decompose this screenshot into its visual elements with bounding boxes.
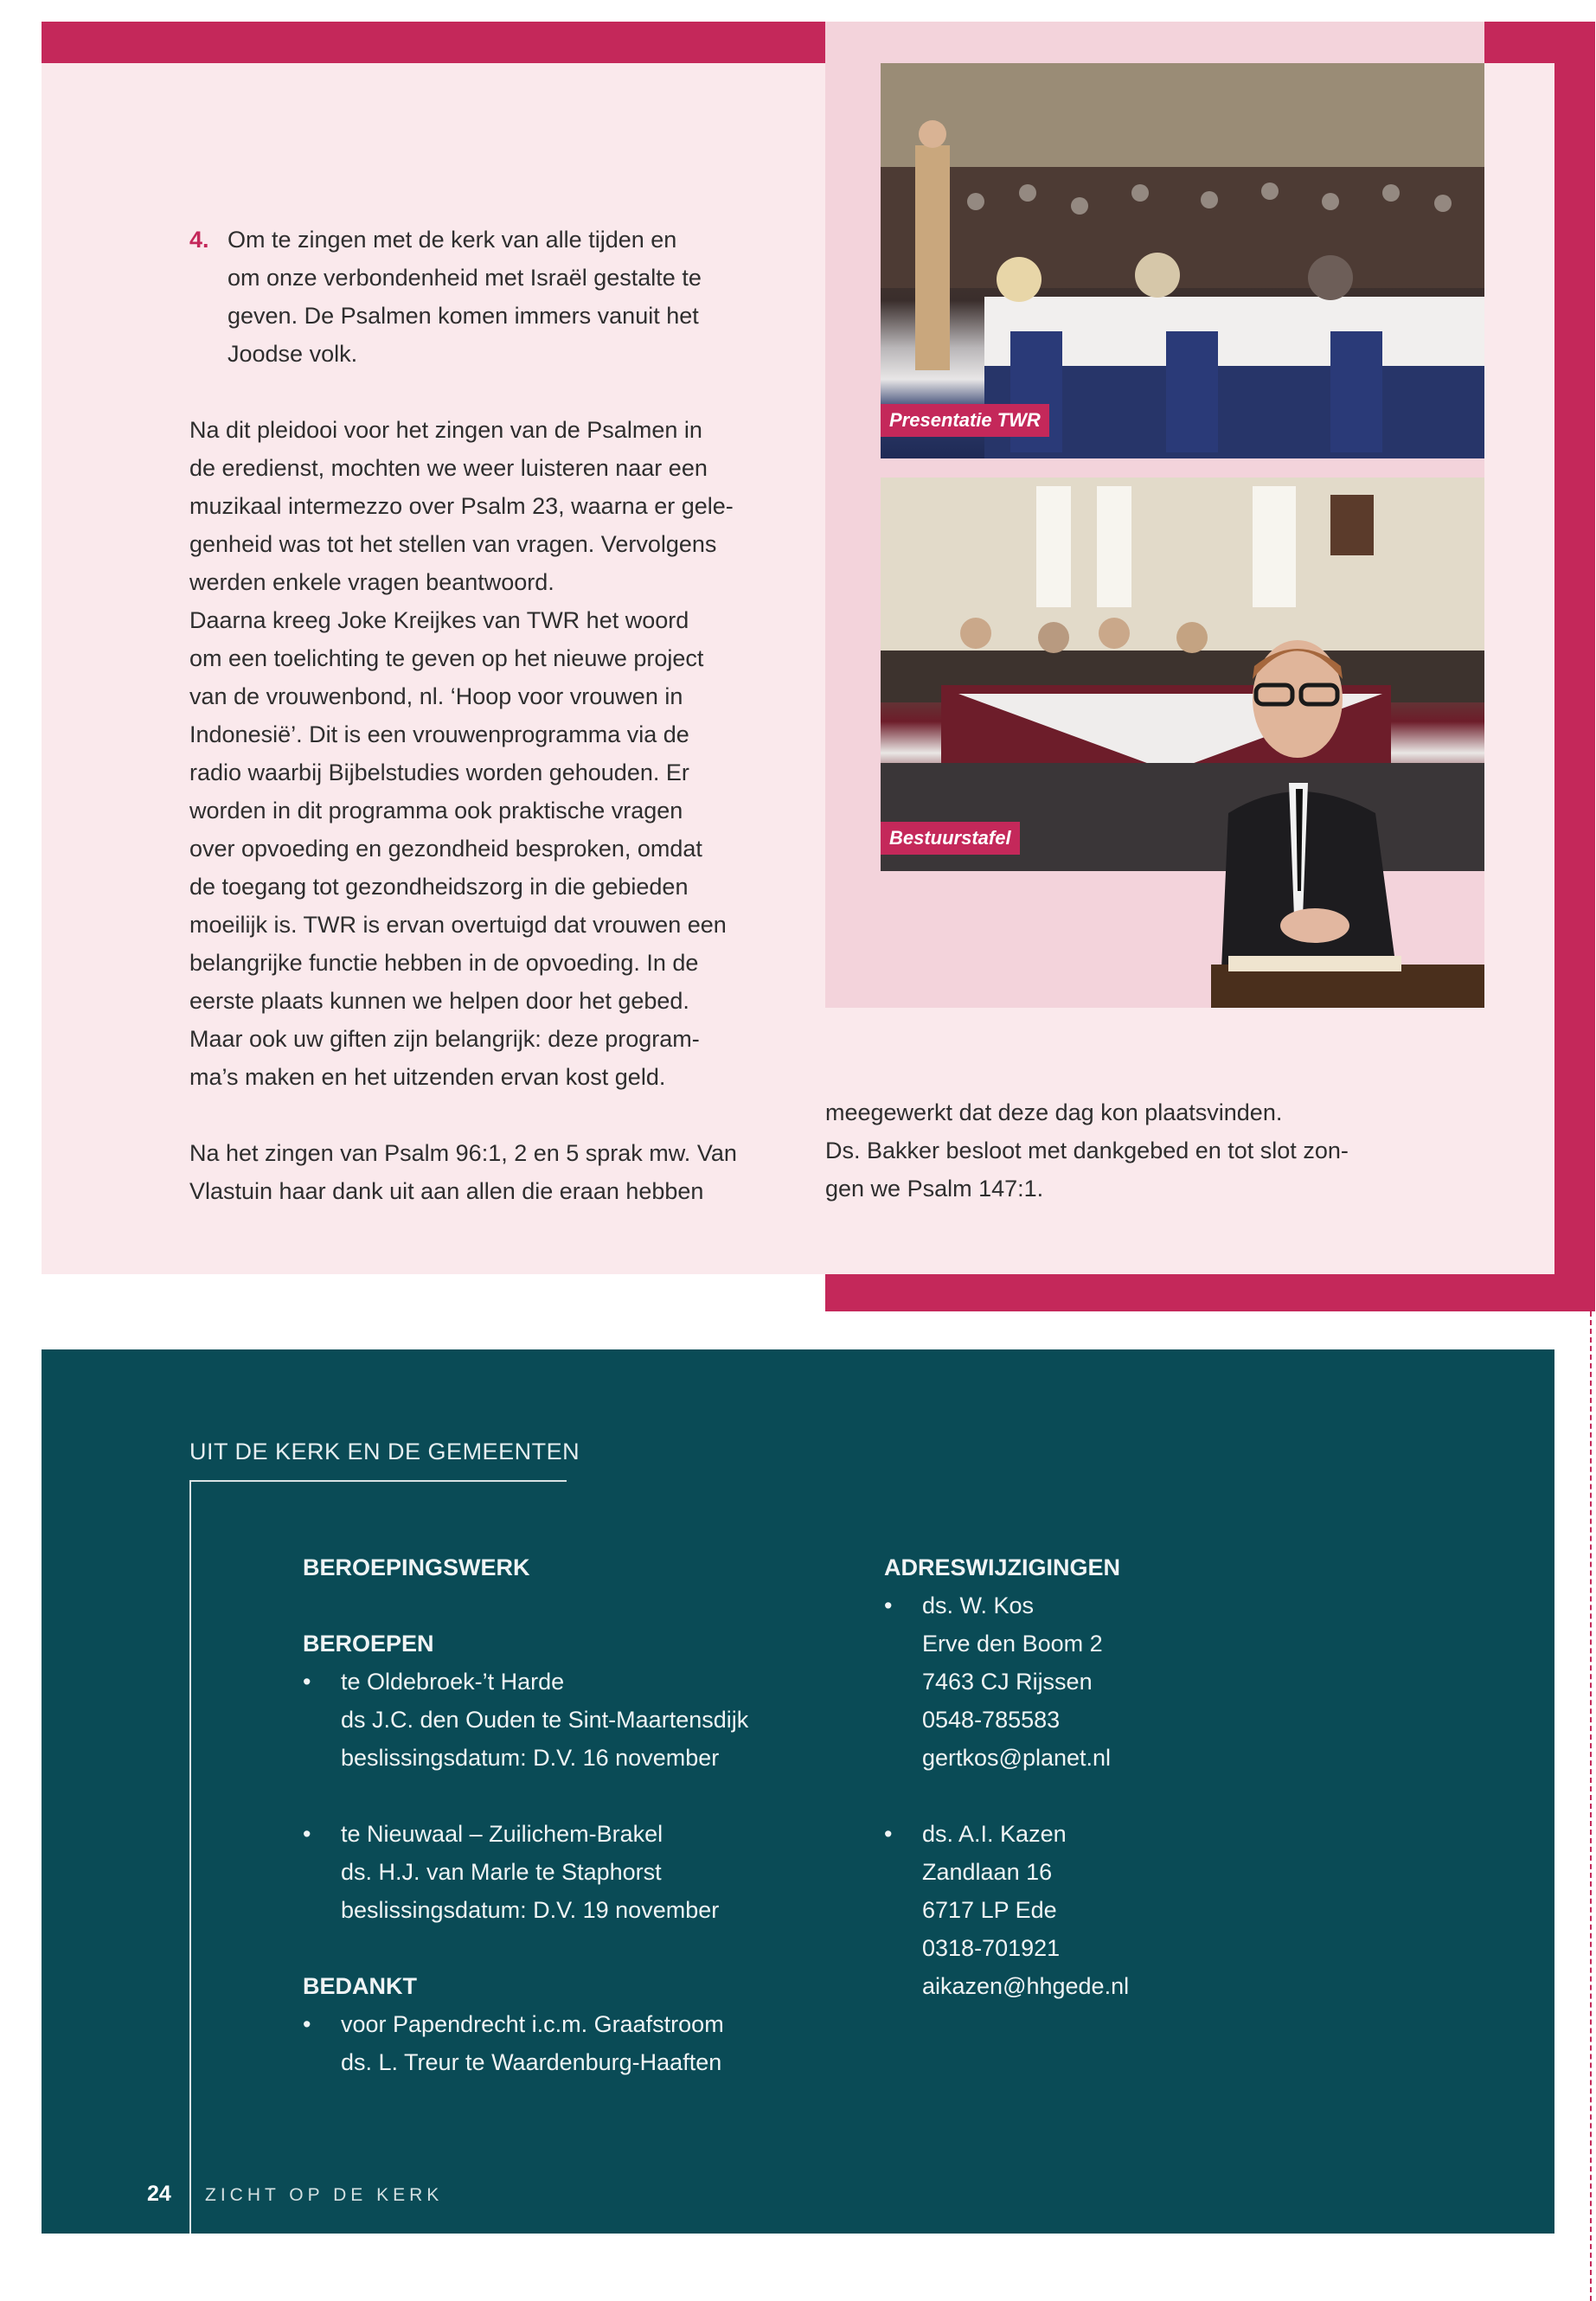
speaker-cutout-image xyxy=(1211,631,1484,1008)
section-heading: UIT DE KERK EN DE GEMEENTEN xyxy=(189,1439,580,1465)
text-line: Na het zingen van Psalm 96:1, 2 en 5 sprak mw. Van xyxy=(189,1140,737,1166)
article-left-column xyxy=(189,221,795,1210)
bullet-icon: • xyxy=(303,2011,311,2037)
address-email: gertkos@planet.nl xyxy=(922,1745,1112,1771)
text-line: om een toelichting te geven op het nieuwe project xyxy=(189,645,704,671)
beroepingswerk-title: BEROEPINGSWERK xyxy=(303,1554,530,1580)
address-street: Erve den Boom 2 xyxy=(922,1631,1103,1657)
text-line: werden enkele vragen beantwoord. xyxy=(189,569,554,595)
text-line: beslissingsdatum: D.V. 19 november xyxy=(341,1897,720,1923)
address-name: ds. A.I. Kazen xyxy=(922,1821,1067,1847)
section-vertical-rule xyxy=(189,1480,191,2234)
bullet-icon: • xyxy=(884,1821,893,1847)
text-line: voor Papendrecht i.c.m. Graafstroom xyxy=(341,2011,724,2037)
accent-bar-right xyxy=(1554,63,1595,1311)
text-line: Daarna kreeg Joke Kreijkes van TWR het woord xyxy=(189,607,689,633)
bullet-icon: • xyxy=(303,1821,311,1847)
adreswijzigingen-title: ADRESWIJZIGINGEN xyxy=(884,1554,1121,1580)
text-line: te Oldebroek-’t Harde xyxy=(341,1669,565,1695)
item-number: 4. xyxy=(189,227,209,253)
article-paragraph xyxy=(189,411,795,1096)
text-line: ds J.C. den Ouden te Sint-Maartensdijk xyxy=(341,1707,749,1733)
text-line: geven. De Psalmen komen immers vanuit het xyxy=(228,303,699,329)
text-line: belangrijke functie hebben in de opvoeding. In de xyxy=(189,950,699,976)
beroepingswerk-column xyxy=(303,1548,822,2081)
dashed-trim-line xyxy=(1590,1311,1592,2301)
text-line: ds. H.J. van Marle te Staphorst xyxy=(341,1859,662,1885)
address-entry xyxy=(884,1586,1403,1777)
address-city: 6717 LP Ede xyxy=(922,1897,1057,1923)
accent-bar-top-left xyxy=(42,22,825,63)
text-line: de toegang tot gezondheidszorg in die gebieden xyxy=(189,874,689,900)
text-line: ma’s maken en het uitzenden ervan kost geld. xyxy=(189,1064,666,1090)
accent-bar-bottom xyxy=(825,1274,1595,1311)
heading-underline xyxy=(189,1480,567,1482)
footer-divider xyxy=(189,2173,191,2216)
beroepen-title: BEROEPEN xyxy=(303,1631,434,1657)
photo-caption-presentatie: Presentatie TWR xyxy=(881,404,1049,437)
text-line: Ds. Bakker besloot met dankgebed en tot slot zon- xyxy=(825,1138,1349,1163)
list-item xyxy=(303,1815,822,1929)
article-paragraph xyxy=(189,1134,795,1210)
list-item xyxy=(303,1663,822,1777)
bullet-icon: • xyxy=(303,1669,311,1695)
text-line: meegewerkt dat deze dag kon plaatsvinden. xyxy=(825,1099,1283,1125)
text-line: van de vrouwenbond, nl. ‘Hoop voor vrouwen in xyxy=(189,683,683,709)
text-line: worden in dit programma ook praktische vragen xyxy=(189,798,683,824)
text-line: te Nieuwaal – Zuilichem-Brakel xyxy=(341,1821,663,1847)
adreswijzigingen-column xyxy=(884,1548,1403,2005)
text-line: Na dit pleidooi voor het zingen van de Psalmen in xyxy=(189,417,702,443)
text-line: radio waarbij Bijbelstudies worden gehouden. Er xyxy=(189,760,689,785)
text-line: Indonesië’. Dit is een vrouwenprogramma via de xyxy=(189,721,689,747)
bullet-icon: • xyxy=(884,1593,893,1618)
text-line: ds. L. Treur te Waardenburg-Haaften xyxy=(341,2049,722,2075)
text-line: de eredienst, mochten we weer luisteren naar een xyxy=(189,455,708,481)
text-line: beslissingsdatum: D.V. 16 november xyxy=(341,1745,720,1771)
accent-bar-top-right xyxy=(1484,22,1595,63)
address-email: aikazen@hhgede.nl xyxy=(922,1973,1130,1999)
text-line: Om te zingen met de kerk van alle tijden en xyxy=(228,227,677,253)
text-line: muzikaal intermezzo over Psalm 23, waarna er gele- xyxy=(189,493,734,519)
list-item xyxy=(303,2005,822,2081)
photo-presentatie-twr xyxy=(881,63,1484,458)
text-line: om onze verbondenheid met Israël gestalte te xyxy=(228,265,702,291)
article-right-column xyxy=(825,1093,1431,1208)
bedankt-title: BEDANKT xyxy=(303,1973,417,1999)
text-line: gen we Psalm 147:1. xyxy=(825,1176,1044,1202)
address-city: 7463 CJ Rijssen xyxy=(922,1669,1093,1695)
photo-audience-illustration xyxy=(881,63,1484,458)
text-line: eerste plaats kunnen we helpen door het gebed. xyxy=(189,988,689,1014)
address-phone: 0548-785583 xyxy=(922,1707,1061,1733)
address-street: Zandlaan 16 xyxy=(922,1859,1053,1885)
page-number: 24 xyxy=(147,2182,171,2206)
address-name: ds. W. Kos xyxy=(922,1593,1035,1618)
text-line: Maar ook uw giften zijn belangrijk: deze program- xyxy=(189,1026,700,1052)
speaker-illustration xyxy=(1211,631,1484,1008)
magazine-name: ZICHT OP DE KERK xyxy=(205,2185,444,2205)
address-entry xyxy=(884,1815,1403,2005)
text-line: genheid was tot het stellen van vragen. Vervolgens xyxy=(189,531,717,557)
numbered-item-4 xyxy=(189,221,795,373)
text-line: moeilijk is. TWR is ervan overtuigd dat vrouwen een xyxy=(189,912,727,938)
address-phone: 0318-701921 xyxy=(922,1935,1061,1961)
text-line: Joodse volk. xyxy=(228,341,358,367)
text-line: over opvoeding en gezondheid besproken, omdat xyxy=(189,836,702,862)
text-line: Vlastuin haar dank uit aan allen die eraan hebben xyxy=(189,1178,704,1204)
photo-caption-bestuurstafel: Bestuurstafel xyxy=(881,822,1020,855)
